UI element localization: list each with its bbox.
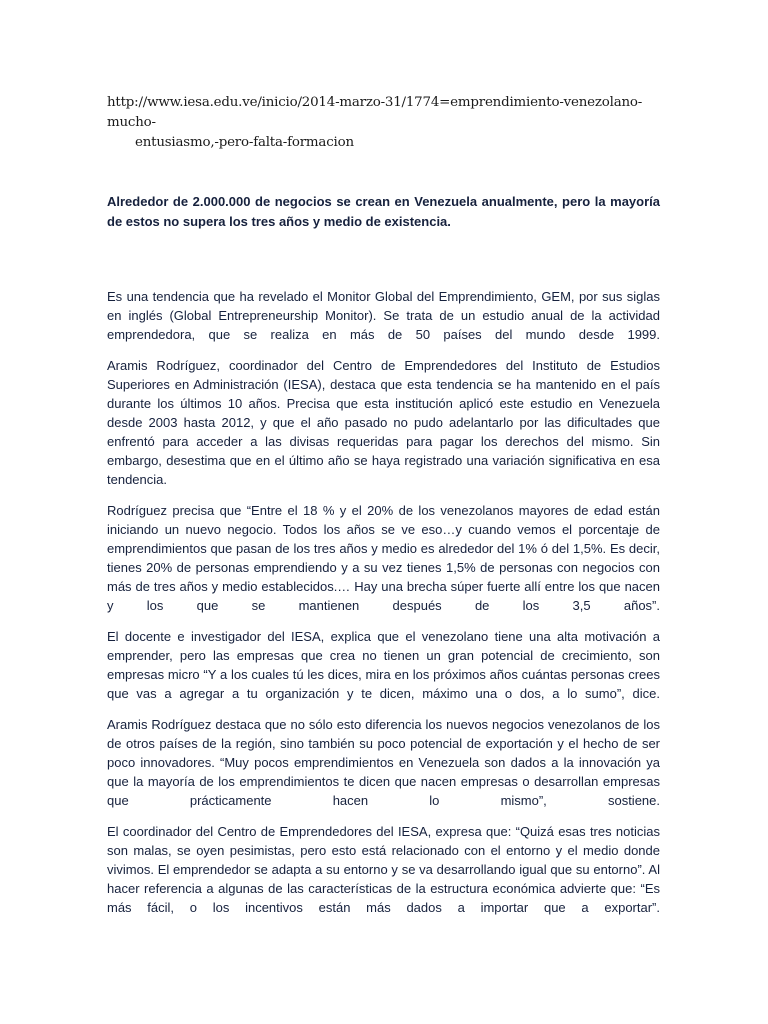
source-url-line-1: http://www.iesa.edu.ve/inicio/2014-marzo-31/1774=emprendimiento-venezolano-mucho-	[107, 95, 643, 130]
article-headline: Alrededor de 2.000.000 de negocios se crean en Venezuela anualmente, pero la mayoría de estos no supera los tres años y medio de existencia.	[107, 194, 660, 229]
paragraph-1: Es una tendencia que ha revelado el Monitor Global del Emprendimiento, GEM, por sus siglas en inglés (Global Entrepreneurship Monitor). Se trata de un estudio anual de la actividad emprendedora, que se realiza en más de 50 países del mundo desde 1999.	[107, 289, 660, 342]
paragraph-4: El docente e investigador del IESA, explica que el venezolano tiene una alta motivación a emprender, pero las empresas que crea no tienen un gran potencial de crecimiento, son empresas micro “Y a los cuales tú les dices, mira en los próximos años cuántas personas crees que vas a agregar a tu organización y te dicen, máximo una o dos, a lo sumo”, dice.	[107, 629, 660, 701]
paragraph-3: Rodríguez precisa que “Entre el 18 % y el 20% de los venezolanos mayores de edad están iniciando un nuevo negocio. Todos los años se ve eso…y cuando vemos el porcentaje de emprendimientos que pasan de los tres años y medio es alrededor del 1% ó del 1,5%. Es decir, tienes 20% de personas emprendiendo y a su vez tienes 1,5% de personas con negocios con más de tres años y medio establecidos.… Hay una brecha súper fuerte allí entre los que nacen y los que se mantienen después de los 3,5 años”.	[107, 503, 660, 613]
source-url-line-2: entusiasmo,-pero-falta-formacion	[135, 135, 354, 150]
paragraph-6: El coordinador del Centro de Emprendedores del IESA, expresa que: “Quizá esas tres noticias son malas, se oyen pesimistas, pero esto está relacionado con el entorno y el medio donde vivimos. El emprendedor se adapta a su entorno y se va desarrollando igual que su entorno”. Al hacer referencia a algunas de las características de la estructura económica advierte que: “Es más fácil, o los incentivos están más dados a importar que a exportar”.	[107, 824, 660, 915]
source-url[interactable]	[107, 93, 660, 153]
paragraph-5: Aramis Rodríguez destaca que no sólo esto diferencia los nuevos negocios venezolanos de los de otros países de la región, sino también su poco potencial de exportación y el hecho de ser poco innovadores. “Muy pocos emprendimientos en Venezuela son dados a la innovación ya que la mayoría de los emprendimientos te dicen que nacen empresas o desarrollan empresas que prácticamente hacen lo mismo”, sostiene.	[107, 717, 660, 808]
article-body	[107, 287, 660, 929]
paragraph-2: Aramis Rodríguez, coordinador del Centro de Emprendedores del Instituto de Estudios Superiores en Administración (IESA), destaca que esta tendencia se ha mantenido en el país durante los últimos 10 años. Precisa que esta institución aplicó este estudio en Venezuela desde 2003 hasta 2012, y que el año pasado no pudo adelantarlo por las dificultades que enfrentó para acceder a las divisas requeridas para pagar los derechos del mismo. Sin embargo, desestima que en el último año se haya registrado una variación significativa en esa tendencia.	[107, 358, 660, 487]
